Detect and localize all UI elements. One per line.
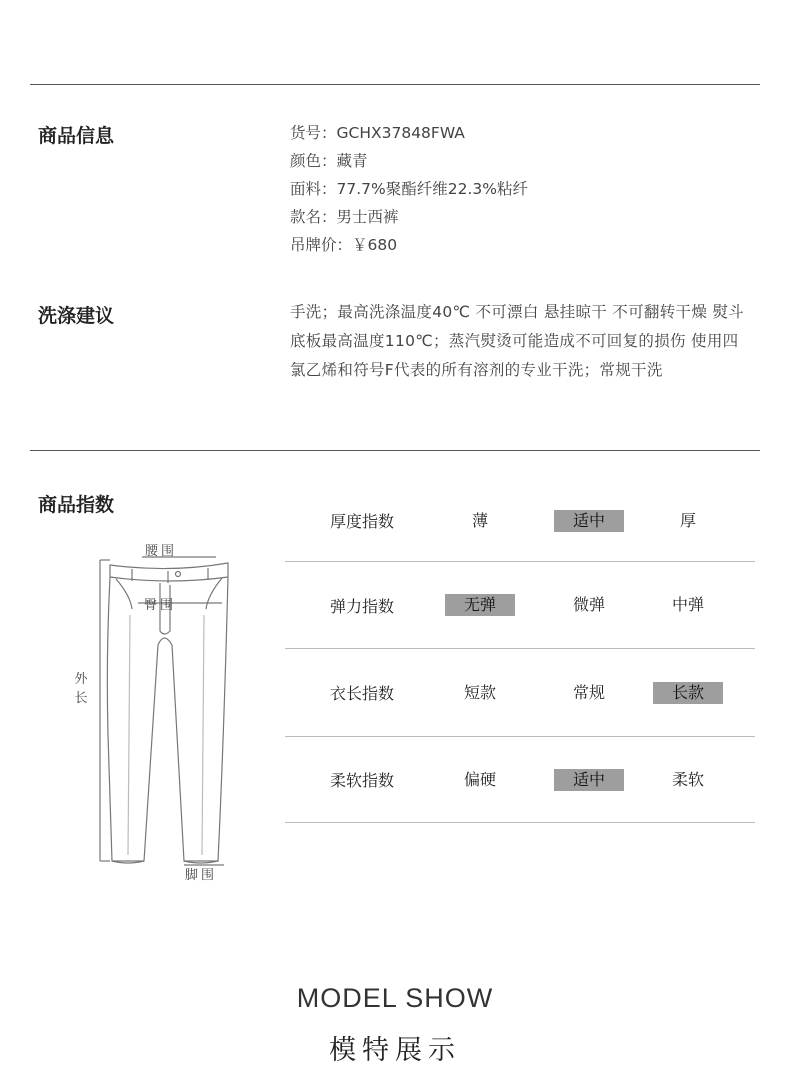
index-option: 厚 xyxy=(679,510,696,530)
index-option-selected: 适中 xyxy=(554,510,624,532)
waist-label: 腰围 xyxy=(145,544,178,559)
index-option: 偏硬 xyxy=(463,769,496,789)
wash-advice-text: 手洗；最高洗涤温度40℃ 不可漂白 悬挂晾干 不可翻转干燥 熨斗底板最高温度110℃；蒸汽熨烫可能造成不可回复的损伤 使用四氯乙烯和符号F代表的所有溶剂的专业干洗；常规干洗 xyxy=(290,303,744,379)
index-option: 短款 xyxy=(463,682,496,702)
product-index-table xyxy=(285,480,755,823)
index-row-elasticity xyxy=(285,562,755,649)
index-option-selected: 适中 xyxy=(554,769,624,791)
model-show-heading-cn: 模特展示 xyxy=(329,1035,461,1066)
info-color: 颜色：藏青 xyxy=(290,152,368,170)
index-label: 厚度指数 xyxy=(330,512,395,531)
hip-label: 臀围 xyxy=(144,598,177,613)
top-divider xyxy=(30,84,760,85)
product-info-title: 商品信息 xyxy=(38,125,115,147)
index-label: 衣长指数 xyxy=(330,684,395,703)
index-row-length xyxy=(285,649,755,737)
index-option-selected: 长款 xyxy=(653,682,723,704)
index-option: 薄 xyxy=(471,510,488,530)
index-label: 柔软指数 xyxy=(330,771,395,790)
info-style-name: 款名：男士西裤 xyxy=(290,208,399,226)
index-option: 常规 xyxy=(572,682,605,702)
wash-advice-title: 洗涤建议 xyxy=(38,305,115,327)
index-label: 弹力指数 xyxy=(330,596,395,616)
info-tag-price: 吊牌价：￥680 xyxy=(290,236,398,254)
product-index-title: 商品指数 xyxy=(38,494,115,516)
product-info-list xyxy=(290,122,528,262)
model-show-heading-en: MODEL SHOW xyxy=(296,983,494,1013)
info-sku: 货号：GCHX37848FWA xyxy=(290,124,465,142)
index-option: 中弹 xyxy=(671,595,704,614)
index-option: 微弹 xyxy=(572,595,605,614)
index-option: 柔软 xyxy=(671,769,704,789)
middle-divider xyxy=(30,450,760,451)
outer-length-label: 外 长 xyxy=(74,672,88,706)
trousers-diagram xyxy=(60,535,250,885)
index-option-selected: 无弹 xyxy=(445,594,515,616)
index-row-softness xyxy=(285,737,755,823)
hem-label: 脚围 xyxy=(185,868,218,883)
index-row-thickness xyxy=(285,480,755,562)
info-fabric: 面料：77.7%聚酯纤维22.3%粘纤 xyxy=(290,180,528,198)
